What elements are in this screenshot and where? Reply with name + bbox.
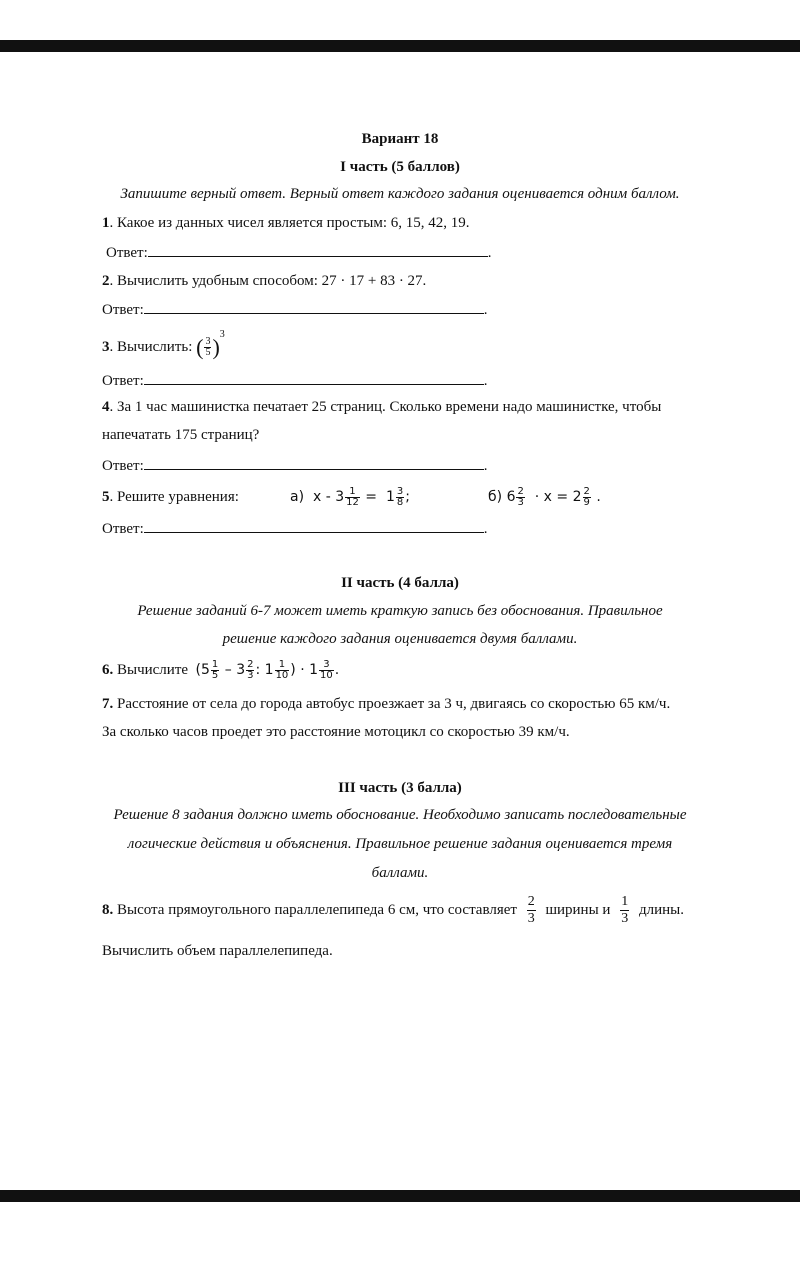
task-8-line-2: Вычислить объем параллелепипеда. <box>102 943 333 959</box>
part3-instruction-3: баллами. <box>371 865 429 881</box>
task-2 <box>102 272 426 290</box>
answer-2: Ответ: . <box>102 299 488 319</box>
task-8-text-b: ширины и <box>545 902 611 918</box>
equation-a-expr: х - 3 <box>312 489 345 505</box>
answer-2-line[interactable] <box>144 299 484 314</box>
task-6-text: Вычислите <box>117 662 189 678</box>
task-5-number: 5 <box>102 489 110 505</box>
task-1-number: 1 <box>102 215 110 231</box>
equation-b-frac-1: $\frac{2}{3}$ <box>517 485 524 508</box>
task-3: 3. Вычислить: ( $\frac{3}{5}$ )$^3$ <box>102 329 225 360</box>
answer-5-label: Ответ: <box>102 521 144 537</box>
task-3-number: 3 <box>102 339 110 355</box>
task-7-text-1: Расстояние от села до города автобус проезжает за 3 ч, двигаясь со скоростью 65 км/ч. <box>113 696 671 712</box>
variant-title: Вариант 18 <box>361 131 439 147</box>
task-5-text: . Решите уравнения: <box>109 489 239 505</box>
answer-3-line[interactable] <box>144 370 484 385</box>
answer-4-line[interactable] <box>144 455 484 470</box>
task-4-line-1 <box>102 398 661 416</box>
answer-5-line[interactable] <box>144 518 484 533</box>
task-4-line-2: напечатать 175 страниц? <box>102 427 260 443</box>
task-2-text: . Вычислить удобным способом: 27 · 17 + 83 · 27. <box>109 273 427 289</box>
task-8-fraction-2: $\frac{1}{3}$ <box>621 894 629 927</box>
task-2-number: 2 <box>102 273 110 289</box>
equation-b-middle: · х = 2 <box>534 489 582 505</box>
equation-a-frac-2: $\frac{3}{8}$ <box>396 485 404 508</box>
equation-b-label: б) <box>488 489 503 505</box>
task-1 <box>102 214 470 232</box>
part3-instruction-1: Решение 8 задания должно иметь обоснование. Необходимо записать последовательные <box>113 807 687 823</box>
task-5 <box>102 484 239 510</box>
task-7-number: 7. <box>102 696 114 712</box>
equation-b: б) 6 $\frac{2}{3}$ · х = 2 $\frac{2}{9}$ . <box>488 485 601 508</box>
task-3-power: 3 <box>219 329 225 340</box>
part2-title: II часть (4 балла) <box>341 575 459 591</box>
answer-5: Ответ: . <box>102 518 488 538</box>
part1-title: I часть (5 баллов) <box>340 159 460 175</box>
answer-1-line[interactable] <box>148 242 488 257</box>
part2-instruction-2: решение каждого задания оценивается двумя баллами. <box>222 631 578 647</box>
task-7-line-2: За сколько часов проедет это расстояние мотоцикл со скоростью 39 км/ч. <box>102 724 570 740</box>
answer-3: Ответ: . <box>102 370 488 390</box>
answer-1-label: Ответ: <box>106 245 148 261</box>
answer-4-label: Ответ: <box>102 458 144 474</box>
equation-a-whole: 1 <box>385 489 395 505</box>
task-3-fraction: $\frac{3}{5}$ <box>205 336 211 359</box>
task-6 <box>102 656 339 684</box>
equation-a-equals: = <box>365 489 378 505</box>
task-8-text-a: Высота прямоугольного параллелепипеда 6 см, что составляет <box>113 902 517 918</box>
task-7-line-1 <box>102 695 670 713</box>
task-6-number: 6. <box>102 662 114 678</box>
top-black-bar <box>0 40 800 52</box>
part2-instruction-1: Решение заданий 6-7 может иметь краткую запись без обоснования. Правильное <box>137 603 663 619</box>
task-8-number: 8. <box>102 902 114 918</box>
task-8-text-c: длины. <box>638 902 684 918</box>
task-8-line-1 <box>102 890 684 930</box>
equation-a-frac-1: $\frac{1}{12}$ <box>346 485 359 508</box>
task-1-text: . Какое из данных чисел является простым: 6, 15, 42, 19. <box>109 215 470 231</box>
equation-b-frac-2: $\frac{2}{9}$ <box>583 485 590 508</box>
answer-4: Ответ: . <box>102 455 488 475</box>
bottom-black-bar <box>0 1190 800 1202</box>
equation-b-whole: 6 <box>506 489 516 505</box>
task-6-expression: (5 $\frac{1}{5}$ – 3 $\frac{2}{3}$ : 1 $\frac{1}{10}$ ) · 1 $\frac{3}{10}$ . <box>195 658 340 681</box>
part3-title: III часть (3 балла) <box>338 780 462 796</box>
answer-2-label: Ответ: <box>102 302 144 318</box>
task-4-text-1: . За 1 час машинистка печатает 25 страниц. Сколько времени надо машинистке, чтобы <box>109 399 662 415</box>
task-8-fraction-1: $\frac{2}{3}$ <box>527 894 535 927</box>
answer-3-label: Ответ: <box>102 373 144 389</box>
task-4-number: 4 <box>102 399 110 415</box>
equation-a: а) х - 3 $\frac{1}{12}$ = 1 $\frac{3}{8}$ ; <box>290 485 410 508</box>
task-3-text: . Вычислить: <box>109 339 193 355</box>
part1-instruction: Запишите верный ответ. Верный ответ каждого задания оценивается одним баллом. <box>120 186 680 202</box>
equation-a-label: а) <box>290 489 305 505</box>
part3-instruction-2: логические действия и объяснения. Правильное решение задания оценивается тремя <box>127 836 673 852</box>
answer-1: Ответ: . <box>106 242 492 262</box>
